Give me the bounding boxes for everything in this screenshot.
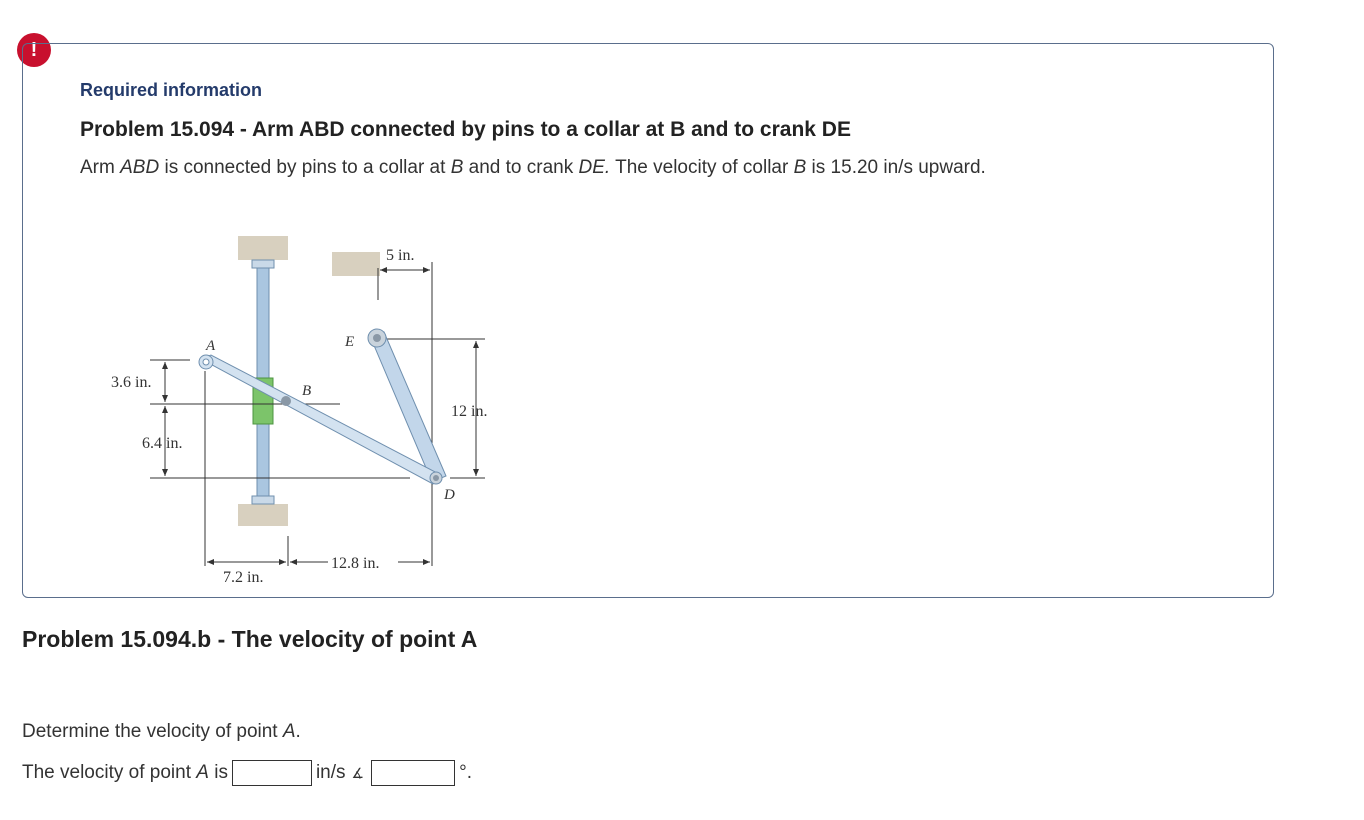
required-information-panel [22, 43, 1274, 598]
mechanism-figure [80, 196, 500, 586]
required-information-heading: Required information [80, 80, 263, 100]
answer-row [22, 759, 472, 787]
part-title: Problem 15.094.b - The velocity of point A [22, 626, 478, 652]
problem-title: Problem 15.094 - Arm ABD connected by pins to a collar at B and to crank DE [80, 118, 851, 141]
degree-label: °. [459, 762, 472, 783]
alert-icon: ! [17, 33, 51, 67]
unit-label: in/s [315, 762, 346, 783]
answer-label: The velocity of point A is [22, 762, 228, 783]
velocity-angle-input[interactable] [371, 760, 455, 786]
dim-7-2-in: 7.2 in. [223, 569, 264, 586]
label-E: E [345, 334, 355, 350]
label-A: A [206, 338, 216, 354]
label-D: D [444, 487, 455, 503]
dim-12-in: 12 in. [451, 403, 488, 420]
question-prompt: Determine the velocity of point A. [22, 721, 301, 742]
dim-5-in: 5 in. [386, 247, 415, 264]
problem-description: Arm ABD is connected by pins to a collar at B and to crank DE. The velocity of collar B is 15.20 in/s upward. [80, 157, 986, 178]
dim-3-6-in: 3.6 in. [111, 374, 152, 391]
velocity-magnitude-input[interactable] [232, 760, 312, 786]
label-B: B [302, 383, 312, 399]
dim-6-4-in: 6.4 in. [142, 435, 183, 452]
dim-12-8-in: 12.8 in. [331, 555, 380, 572]
angle-icon: ∡ [351, 764, 365, 781]
